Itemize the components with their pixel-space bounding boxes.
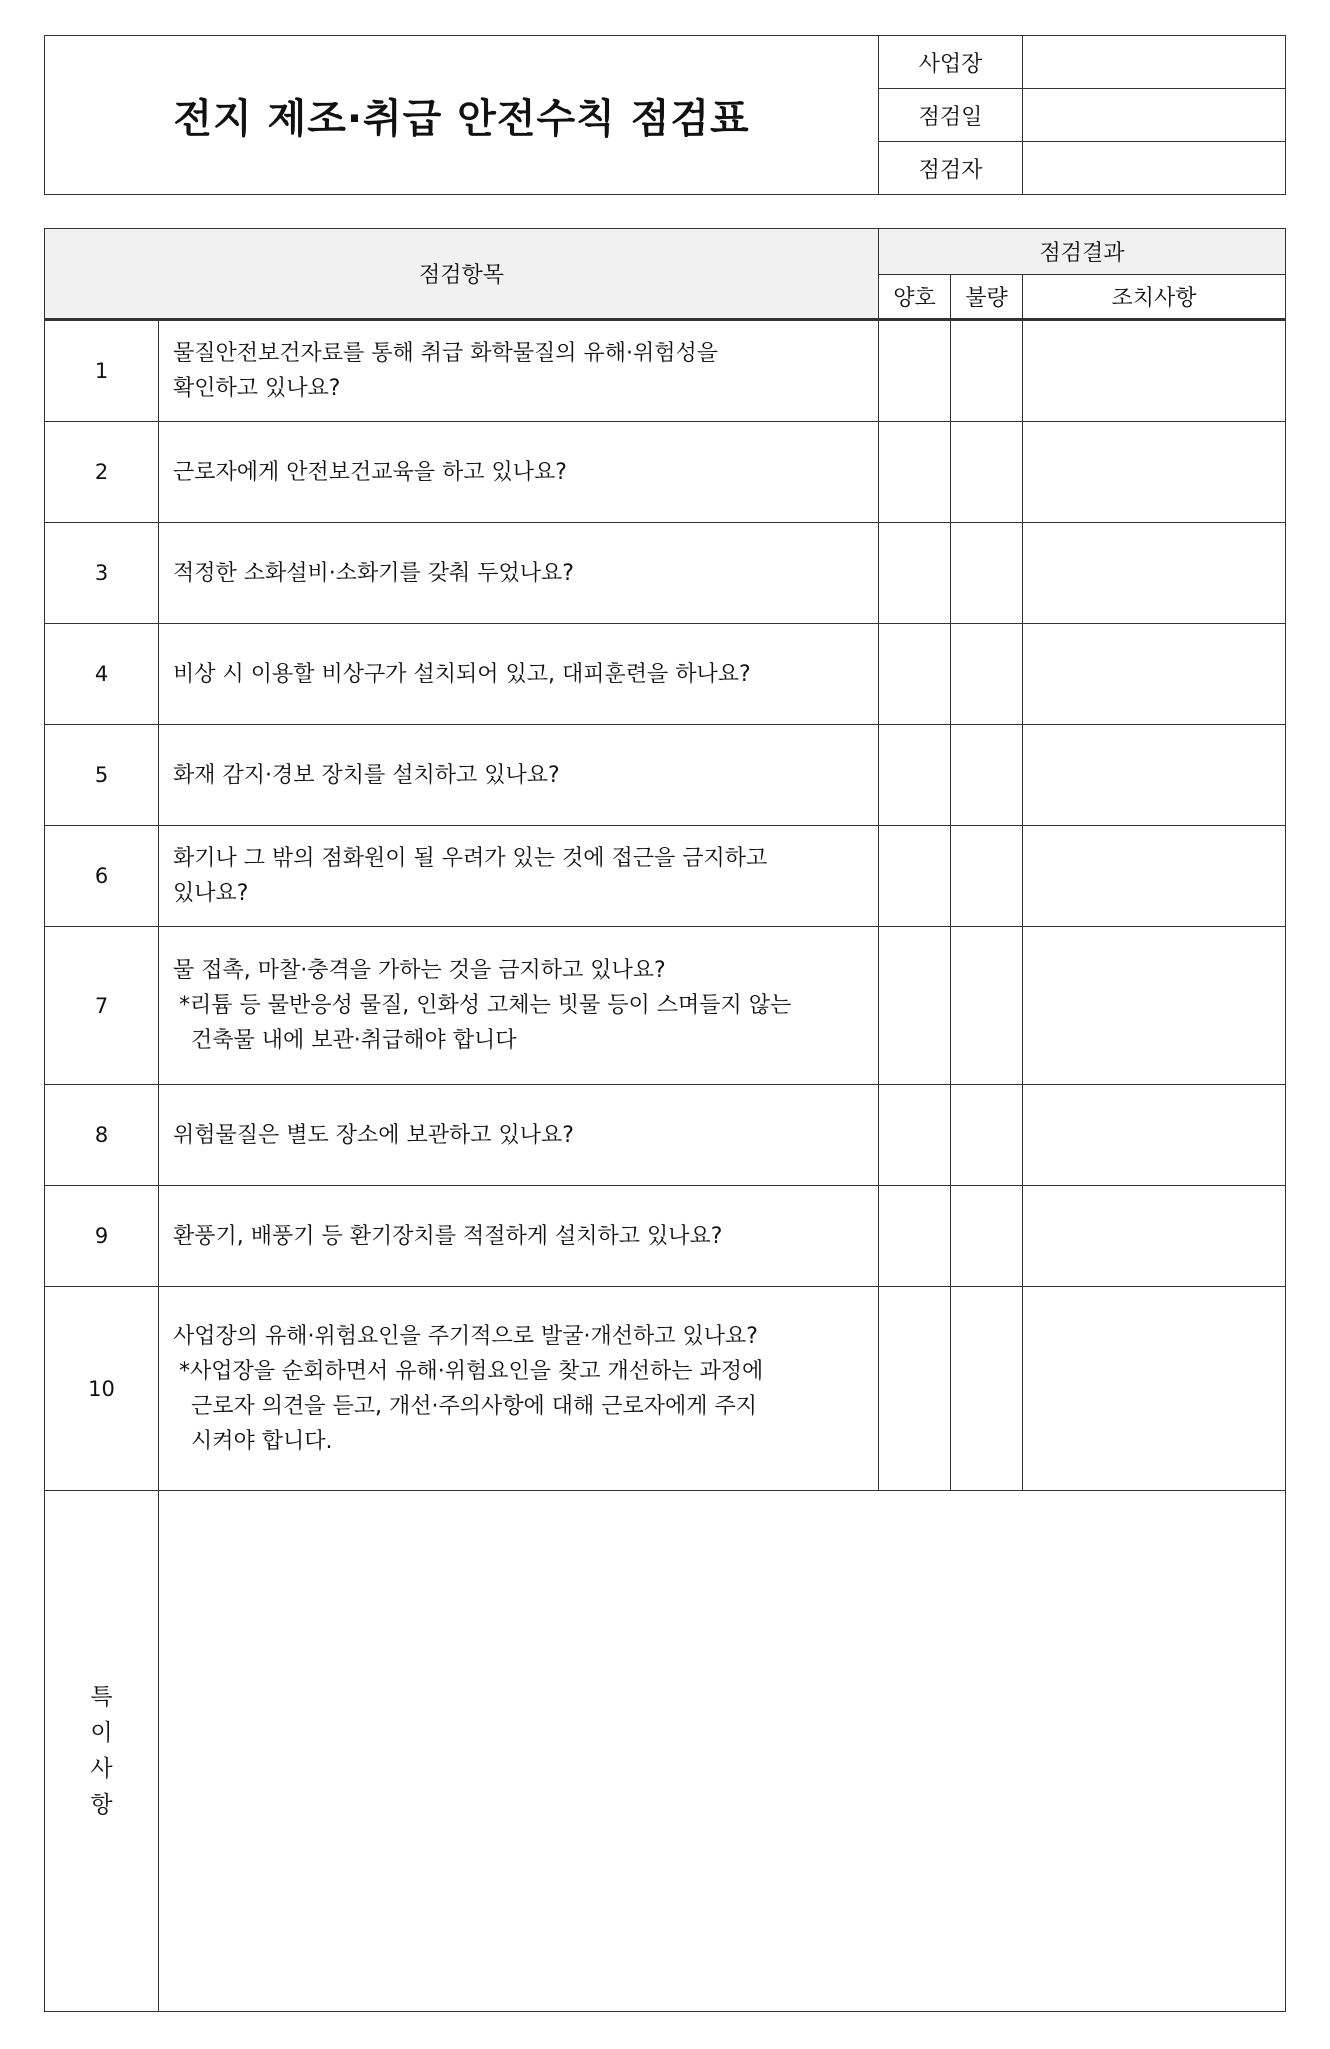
question-line: 사업장의 유해·위험요인을 주기적으로 발굴·개선하고 있나요? bbox=[173, 1323, 758, 1349]
item-number: 10 bbox=[45, 1287, 159, 1491]
item-question bbox=[159, 624, 879, 725]
item-question bbox=[159, 523, 879, 624]
good-check-cell[interactable] bbox=[879, 1287, 951, 1491]
remarks-label bbox=[45, 1491, 159, 2012]
question-line: 물질안전보건자료를 통해 취급 화학물질의 유해·위험성을 bbox=[173, 341, 719, 366]
question-line: 위험물질은 별도 장소에 보관하고 있나요? bbox=[173, 1122, 574, 1148]
checklist-row bbox=[45, 927, 1286, 1085]
checklist-row bbox=[45, 1085, 1286, 1186]
item-number: 1 bbox=[45, 320, 159, 422]
bad-check-cell[interactable] bbox=[951, 523, 1023, 624]
item-question bbox=[159, 1287, 879, 1491]
bad-check-cell[interactable] bbox=[951, 1085, 1023, 1186]
inspection-date-field[interactable] bbox=[1023, 89, 1286, 142]
item-question bbox=[159, 927, 879, 1085]
item-question bbox=[159, 826, 879, 927]
bad-check-cell[interactable] bbox=[951, 927, 1023, 1085]
good-check-cell[interactable] bbox=[879, 523, 951, 624]
action-header: 조치사항 bbox=[1023, 275, 1286, 320]
remarks-field[interactable] bbox=[159, 1491, 1286, 2012]
action-cell[interactable] bbox=[1023, 826, 1286, 927]
item-number: 5 bbox=[45, 725, 159, 826]
checklist-row bbox=[45, 1287, 1286, 1491]
item-number: 6 bbox=[45, 826, 159, 927]
checklist-row bbox=[45, 1186, 1286, 1287]
question-line: 있나요? bbox=[173, 881, 249, 906]
question-line: 화재 감지·경보 장치를 설치하고 있나요? bbox=[173, 762, 560, 788]
checklist-row bbox=[45, 523, 1286, 624]
question-line: 환풍기, 배풍기 등 환기장치를 적절하게 설치하고 있나요? bbox=[173, 1223, 723, 1249]
question-line: 화기나 그 밖의 점화원이 될 우려가 있는 것에 접근을 금지하고 bbox=[173, 846, 768, 871]
workplace-field[interactable] bbox=[1023, 36, 1286, 89]
bad-check-cell[interactable] bbox=[951, 1186, 1023, 1287]
checklist-row bbox=[45, 725, 1286, 826]
question-note: 근로자 의견을 듣고, 개선·주의사항에 대해 근로자에게 주지 bbox=[191, 1393, 757, 1419]
good-header: 양호 bbox=[879, 275, 951, 320]
good-check-cell[interactable] bbox=[879, 624, 951, 725]
checklist-row bbox=[45, 320, 1286, 422]
good-check-cell[interactable] bbox=[879, 927, 951, 1085]
inspector-label: 점검자 bbox=[879, 142, 1023, 195]
item-number: 2 bbox=[45, 422, 159, 523]
good-check-cell[interactable] bbox=[879, 320, 951, 422]
inspector-field[interactable] bbox=[1023, 142, 1286, 195]
bad-check-cell[interactable] bbox=[951, 624, 1023, 725]
checklist-row bbox=[45, 826, 1286, 927]
question-line: 적정한 소화설비·소화기를 갖춰 두었나요? bbox=[173, 560, 574, 586]
question-note: *사업장을 순회하면서 유해·위험요인을 찾고 개선하는 과정에 bbox=[179, 1358, 764, 1384]
action-cell[interactable] bbox=[1023, 927, 1286, 1085]
question-note: 건축물 내에 보관·취급해야 합니다 bbox=[191, 1028, 517, 1053]
action-cell[interactable] bbox=[1023, 1287, 1286, 1491]
item-question bbox=[159, 725, 879, 826]
remarks-label-char: 항 bbox=[90, 1792, 113, 1818]
result-header: 점검결과 bbox=[879, 229, 1286, 275]
action-cell[interactable] bbox=[1023, 320, 1286, 422]
remarks-row bbox=[45, 1491, 1286, 2012]
item-question bbox=[159, 1186, 879, 1287]
bad-check-cell[interactable] bbox=[951, 826, 1023, 927]
action-cell[interactable] bbox=[1023, 523, 1286, 624]
item-number: 3 bbox=[45, 523, 159, 624]
question-line: 확인하고 있나요? bbox=[173, 376, 341, 401]
action-cell[interactable] bbox=[1023, 624, 1286, 725]
item-number: 4 bbox=[45, 624, 159, 725]
remarks-label-char: 사 bbox=[90, 1756, 113, 1782]
item-header: 점검항목 bbox=[45, 229, 879, 320]
checklist-row bbox=[45, 624, 1286, 725]
workplace-label: 사업장 bbox=[879, 36, 1023, 89]
good-check-cell[interactable] bbox=[879, 422, 951, 523]
question-line: 비상 시 이용할 비상구가 설치되어 있고, 대피훈련을 하나요? bbox=[173, 661, 751, 687]
question-line: 근로자에게 안전보건교육을 하고 있나요? bbox=[173, 459, 567, 485]
action-cell[interactable] bbox=[1023, 422, 1286, 523]
bad-check-cell[interactable] bbox=[951, 320, 1023, 422]
question-line: 물 접촉, 마찰·충격을 가하는 것을 금지하고 있나요? bbox=[173, 958, 666, 983]
bad-header: 불량 bbox=[951, 275, 1023, 320]
remarks-label-char: 이 bbox=[90, 1720, 113, 1746]
document-title: 전지 제조·취급 안전수칙 점검표 bbox=[45, 36, 879, 195]
checklist-table bbox=[44, 228, 1286, 2012]
good-check-cell[interactable] bbox=[879, 826, 951, 927]
action-cell[interactable] bbox=[1023, 725, 1286, 826]
item-number: 8 bbox=[45, 1085, 159, 1186]
inspection-date-label: 점검일 bbox=[879, 89, 1023, 142]
item-number: 7 bbox=[45, 927, 159, 1085]
question-note: 시켜야 합니다. bbox=[191, 1428, 333, 1454]
question-note: *리튬 등 물반응성 물질, 인화성 고체는 빗물 등이 스며들지 않는 bbox=[179, 993, 792, 1018]
remarks-label-char: 특 bbox=[90, 1684, 113, 1710]
action-cell[interactable] bbox=[1023, 1186, 1286, 1287]
good-check-cell[interactable] bbox=[879, 725, 951, 826]
good-check-cell[interactable] bbox=[879, 1186, 951, 1287]
action-cell[interactable] bbox=[1023, 1085, 1286, 1186]
item-question bbox=[159, 1085, 879, 1186]
bad-check-cell[interactable] bbox=[951, 422, 1023, 523]
item-question bbox=[159, 320, 879, 422]
checklist-row bbox=[45, 422, 1286, 523]
item-number: 9 bbox=[45, 1186, 159, 1287]
good-check-cell[interactable] bbox=[879, 1085, 951, 1186]
bad-check-cell[interactable] bbox=[951, 1287, 1023, 1491]
bad-check-cell[interactable] bbox=[951, 725, 1023, 826]
document-header bbox=[44, 35, 1286, 195]
item-question bbox=[159, 422, 879, 523]
